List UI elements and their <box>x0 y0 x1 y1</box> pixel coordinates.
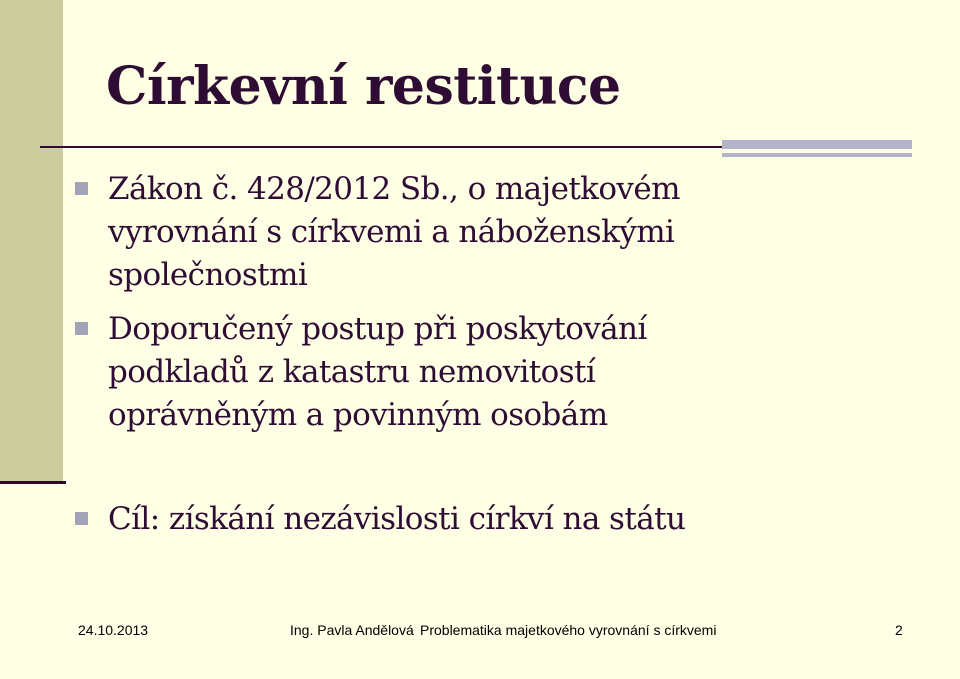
bullet-text <box>108 498 685 541</box>
bullet-line: společnostmi <box>108 257 308 293</box>
square-bullet-icon <box>75 182 88 195</box>
bullet-line: vyrovnání s církvemi a náboženskými <box>108 214 675 250</box>
square-bullet-icon <box>75 322 88 335</box>
title-accent-bar <box>722 140 912 149</box>
footer-topic: Problematika majetkového vyrovnání s církvemi <box>420 622 717 638</box>
bullet-line: Cíl: získání nezávislosti církví na státu <box>108 501 686 537</box>
bullet-text <box>108 168 680 297</box>
bullet-line: oprávněným a povinným osobám <box>108 397 608 433</box>
side-decor-bar-base <box>0 481 66 484</box>
bullet-item <box>75 168 935 297</box>
footer-page-number: 2 <box>895 622 903 638</box>
bullet-line: Doporučený postup při poskytování <box>108 311 647 347</box>
bullet-item <box>75 498 935 541</box>
square-bullet-icon <box>75 512 88 525</box>
bullet-item <box>75 308 935 437</box>
footer-date: 24.10.2013 <box>78 622 149 638</box>
bullet-line: podkladů z katastru nemovitostí <box>108 354 596 390</box>
bullet-line: Zákon č. 428/2012 Sb., o majetkovém <box>108 171 680 207</box>
side-decor-bar <box>0 0 63 484</box>
footer-presenter: Ing. Pavla Andělová <box>290 622 414 638</box>
bullet-text <box>108 308 647 437</box>
slide-title: Církevní restituce <box>106 56 621 117</box>
title-accent-bar-thin <box>722 153 912 157</box>
